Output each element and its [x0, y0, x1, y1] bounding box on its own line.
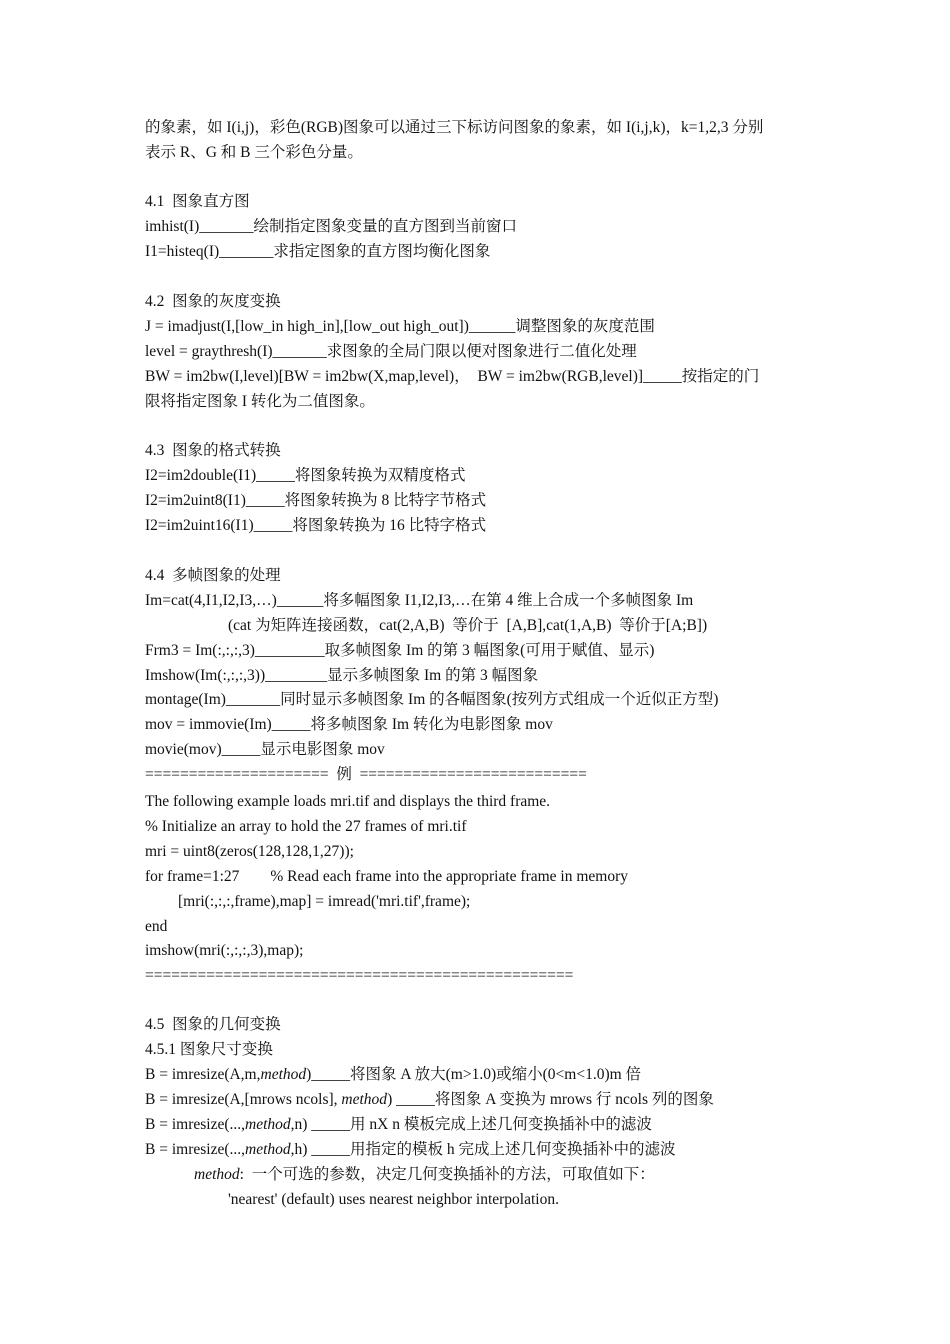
intro-line-1: 的象素，如 I(i,j)，彩色(RGB)图象可以通过三下标访问图象的象素，如 I(i,j,k)，k=1,2,3 分别	[145, 119, 764, 136]
text-fragment: B = imresize(A,[mrows ncols],	[145, 1091, 342, 1108]
text-fragment: B = imresize(A,m,	[145, 1066, 261, 1083]
code-line: % Initialize an array to hold the 27 frames of mri.tif	[145, 818, 467, 835]
italic-term: method	[341, 1091, 388, 1108]
intro-line-2: 表示 R、G 和 B 三个彩色分量。	[145, 144, 363, 161]
text-fragment: : 一个可选的参数，决定几何变换插补的方法，可取值如下：	[239, 1166, 655, 1183]
code-line: mri = uint8(zeros(128,128,1,27));	[145, 843, 354, 860]
text-fragment: B = imresize(...,	[145, 1116, 245, 1133]
text-line	[145, 1065, 641, 1085]
text-line: Imshow(Im(:,:,:,3))________显示多帧图象 Im 的第 3 幅图象	[145, 667, 539, 684]
code-line: The following example loads mri.tif and displays the third frame.	[145, 793, 551, 810]
text-line: mov = immovie(Im)_____将多帧图象 Im 转化为电影图象 mov	[145, 716, 553, 733]
text-line-indented	[194, 1165, 655, 1185]
code-line: imshow(mri(:,:,:,3),map);	[145, 942, 304, 959]
section-heading-4-5: 4.5 图象的几何变换	[145, 1016, 281, 1033]
text-line: BW = im2bw(I,level)[BW = im2bw(X,map,level)， BW = im2bw(RGB,level)]_____按指定的门	[145, 368, 760, 385]
text-line-indented: (cat 为矩阵连接函数，cat(2,A,B) 等价于 [A,B],cat(1,A,B) 等价于[A;B])	[228, 617, 708, 634]
text-line: Im=cat(4,I1,I2,I3,…)______将多幅图象 I1,I2,I3,…在第 4 维上合成一个多帧图象 Im	[145, 592, 694, 609]
text-line: I2=im2uint8(I1)_____将图象转换为 8 比特字节格式	[145, 492, 487, 509]
text-line	[145, 1140, 676, 1160]
text-line: J = imadjust(I,[low_in high_in],[low_out high_out])______调整图象的灰度范围	[145, 318, 655, 335]
text-line: movie(mov)_____显示电影图象 mov	[145, 741, 385, 758]
section-heading-4-1: 4.1 图象直方图	[145, 193, 250, 210]
text-line: imhist(I)_______绘制指定图象变量的直方图到当前窗口	[145, 218, 517, 235]
italic-term: method	[260, 1066, 307, 1083]
italic-term: method	[245, 1116, 291, 1133]
text-line	[145, 1090, 714, 1110]
italic-term: method	[194, 1166, 240, 1183]
example-separator-bottom: =================================================	[145, 967, 574, 984]
subsection-heading-4-5-1: 4.5.1 图象尺寸变换	[145, 1041, 273, 1058]
text-line: I2=im2double(I1)_____将图象转换为双精度格式	[145, 467, 466, 484]
text-line: level = graythresh(I)_______求图象的全局门限以便对图象进行二值化处理	[145, 343, 637, 360]
italic-term: method	[245, 1141, 291, 1158]
code-line: end	[145, 918, 168, 935]
text-fragment: )_____将图象 A 放大(m>1.0)或缩小(0<m<1.0)m 倍	[306, 1066, 642, 1083]
text-fragment: ,n) _____用 nX n 模板完成上述几何变换插补中的滤波	[290, 1116, 652, 1133]
text-fragment: ,h) _____用指定的模板 h 完成上述几何变换插补中的滤波	[290, 1141, 676, 1158]
text-line: I2=im2uint16(I1)_____将图象转换为 16 比特字格式	[145, 517, 487, 534]
example-separator-top: ===================== 例 ==========================	[145, 766, 587, 783]
text-line: 限将指定图象 I 转化为二值图象。	[145, 393, 375, 410]
text-line: I1=histeq(I)_______求指定图象的直方图均衡化图象	[145, 243, 491, 260]
text-line-indented: 'nearest' (default) uses nearest neighbor interpolation.	[228, 1191, 559, 1208]
section-heading-4-2: 4.2 图象的灰度变换	[145, 293, 281, 310]
code-line-indented: [mri(:,:,:,frame),map] = imread('mri.tif',frame);	[178, 893, 471, 910]
text-line	[145, 1115, 652, 1135]
text-fragment: ) _____将图象 A 变换为 mrows 行 ncols 列的图象	[387, 1091, 714, 1108]
code-line: for frame=1:27 % Read each frame into the appropriate frame in memory	[145, 868, 629, 885]
section-heading-4-4: 4.4 多帧图象的处理	[145, 567, 281, 584]
section-heading-4-3: 4.3 图象的格式转换	[145, 442, 281, 459]
text-line: montage(Im)_______同时显示多帧图象 Im 的各幅图象(按列方式组成一个近似正方型)	[145, 691, 719, 708]
text-fragment: B = imresize(...,	[145, 1141, 245, 1158]
text-line: Frm3 = Im(:,:,:,3)_________取多帧图象 Im 的第 3 幅图象(可用于赋值、显示)	[145, 642, 655, 659]
